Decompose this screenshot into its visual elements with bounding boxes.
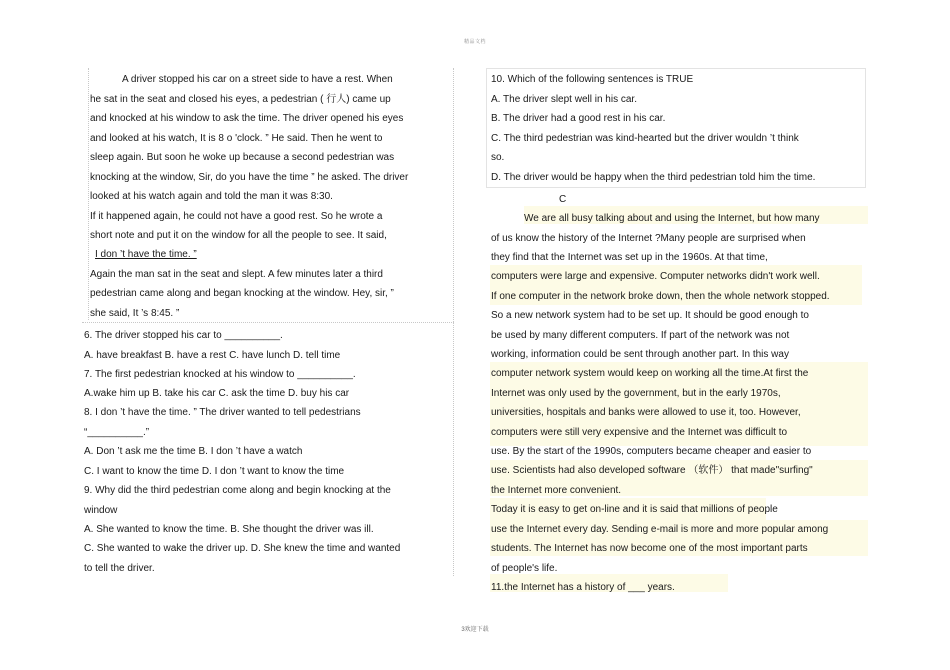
passage-line: If one computer in the network broke down, then the whole network stopped. bbox=[491, 291, 830, 302]
option-line: A. have breakfast B. have a rest C. have lunch D. tell time bbox=[84, 350, 341, 361]
story-line: short note and put it on the window for all the people to see. It said, bbox=[90, 230, 387, 241]
passage-line: use the Internet every day. Sending e-mail is more and more popular among bbox=[491, 524, 829, 535]
question-line: 8. I don ’t have the time. ” The driver wanted to tell pedestrians bbox=[84, 407, 361, 418]
passage-line: Today it is easy to get on-line and it is said that millions of people bbox=[491, 504, 778, 515]
story-line: looked at his watch again and told the man it was 8:30. bbox=[90, 191, 333, 202]
option-line: D. The driver would be happy when the third pedestrian told him the time. bbox=[491, 172, 816, 183]
passage-line: students. The Internet has now become one of the most important parts bbox=[491, 543, 808, 554]
option-line: A. Don ’t ask me the time B. I don ’t have a watch bbox=[84, 446, 303, 457]
question-line: “__________.” bbox=[84, 427, 150, 438]
question-11: 11.the Internet has a history of ___ years. bbox=[491, 582, 675, 593]
option-line: A.wake him up B. take his car C. ask the time D. buy his car bbox=[84, 388, 350, 399]
passage-line: the Internet more convenient. bbox=[491, 485, 622, 496]
question-line: 7. The first pedestrian knocked at his window to __________. bbox=[84, 369, 356, 380]
option-line: C. I want to know the time D. I don ’t want to know the time bbox=[84, 466, 345, 477]
story-line: sleep again. But soon he woke up because a second pedestrian was bbox=[90, 152, 395, 163]
option-line: to tell the driver. bbox=[84, 563, 155, 574]
option-line: A. The driver slept well in his car. bbox=[491, 94, 637, 105]
passage-line: So a new network system had to be set up. It should be good enough to bbox=[491, 310, 809, 321]
note-text: I don ’t have the time. ” bbox=[95, 249, 197, 260]
passage-line: computers were large and expensive. Computer networks didn't work well. bbox=[491, 271, 820, 282]
passage-line: of people's life. bbox=[491, 563, 558, 574]
story-line: knocking at the window, Sir, do you have the time ” he asked. The driver bbox=[90, 172, 409, 183]
section-letter: C bbox=[559, 194, 567, 205]
question-line: window bbox=[84, 505, 118, 516]
story-line: and knocked at his window to ask the time. The driver opened his eyes bbox=[90, 113, 404, 124]
option-line: B. The driver had a good rest in his car. bbox=[491, 113, 666, 124]
story-line: A driver stopped his car on a street side to have a rest. When bbox=[122, 74, 393, 85]
passage-line: they find that the Internet was set up in the 1960s. At that time, bbox=[491, 252, 768, 263]
passage-line: working, information could be sent through another part. In this way bbox=[491, 349, 789, 360]
passage-line: use. By the start of the 1990s, computers became cheaper and easier to bbox=[491, 446, 812, 457]
page-header: 精品文档 bbox=[463, 39, 486, 45]
passage-line: be used by many different computers. If part of the network was not bbox=[491, 330, 790, 341]
question-line: 9. Why did the third pedestrian come along and begin knocking at the bbox=[84, 485, 391, 496]
option-line: A. She wanted to know the time. B. She thought the driver was ill. bbox=[84, 524, 374, 535]
option-line: C. The third pedestrian was kind-hearted but the driver wouldn ’t think bbox=[491, 133, 799, 144]
passage-line: computer network system would keep on working all the time.At first the bbox=[491, 368, 809, 379]
question-line: 10. Which of the following sentences is TRUE bbox=[491, 74, 694, 85]
left-story-rule bbox=[88, 68, 89, 320]
passage-line: computers were still very expensive and the Internet was difficult to bbox=[491, 427, 788, 438]
story-line: pedestrian came along and began knocking at the window. Hey, sir, ” bbox=[90, 288, 394, 299]
story-line: If it happened again, he could not have a good rest. So he wrote a bbox=[90, 211, 383, 222]
passage-line: of us know the history of the Internet ?Many people are surprised when bbox=[491, 233, 806, 244]
q10-box bbox=[486, 68, 866, 188]
question-line: 6. The driver stopped his car to __________. bbox=[84, 330, 283, 341]
passage-line: We are all busy talking about and using the Internet, but how many bbox=[524, 213, 820, 224]
story-divider bbox=[82, 322, 454, 323]
story-line: and looked at his watch, It is 8 o 'clock. ” He said. Then he went to bbox=[90, 133, 383, 144]
option-line: so. bbox=[491, 152, 505, 163]
story-line: he sat in the seat and closed his eyes, a pedestrian ( 行人) came up bbox=[90, 94, 391, 105]
passage-line: universities, hospitals and banks were allowed to use it, too. However, bbox=[491, 407, 801, 418]
option-line: C. She wanted to wake the driver up. D. She knew the time and wanted bbox=[84, 543, 401, 554]
page-footer: 3欢迎下载 bbox=[461, 627, 489, 633]
passage-line: Internet was only used by the government, but in the early 1970s, bbox=[491, 388, 781, 399]
story-line: Again the man sat in the seat and slept. A few minutes later a third bbox=[90, 269, 383, 280]
story-line: she said, It ’s 8:45. ” bbox=[90, 308, 180, 319]
passage-line: use. Scientists had also developed software （软件） that made"surfing" bbox=[491, 465, 813, 476]
